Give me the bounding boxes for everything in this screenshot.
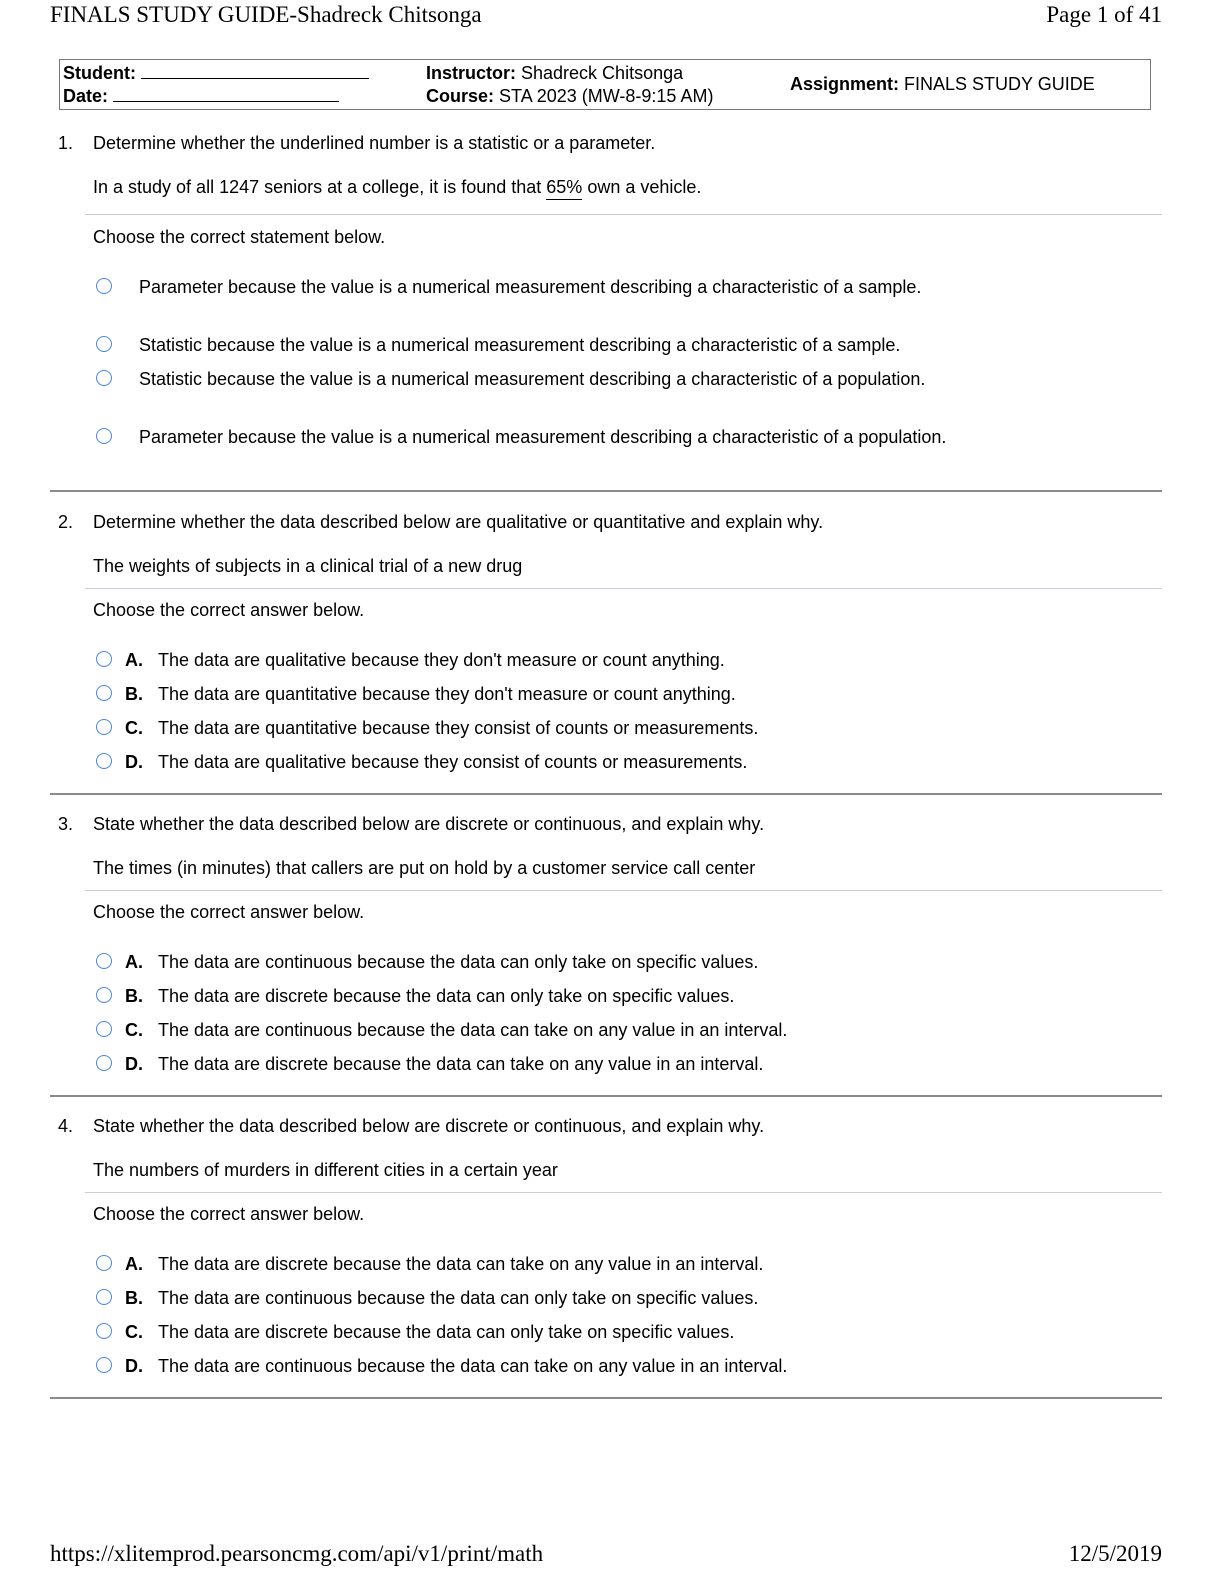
choose-instruction: Choose the correct answer below. <box>93 600 365 620</box>
option-letter: B. <box>125 684 143 704</box>
radio-button[interactable] <box>96 1357 112 1373</box>
course-label: Course: <box>426 86 495 106</box>
instructor-name: Shadreck Chitsonga <box>521 63 684 83</box>
option-letter: D. <box>125 1356 143 1376</box>
question-separator <box>85 890 1162 891</box>
option-letter: C. <box>125 1020 143 1040</box>
question-number: 4. <box>58 1116 74 1136</box>
assignment-info-box <box>59 59 1151 110</box>
radio-button[interactable] <box>96 428 112 444</box>
radio-button[interactable] <box>96 651 112 667</box>
footer-url: https://xlitemprod.pearsoncmg.com/api/v1/print/math <box>50 1541 544 1566</box>
student-label: Student: <box>63 63 136 83</box>
question-number: 2. <box>58 512 74 532</box>
footer-date: 12/5/2019 <box>1068 1541 1162 1566</box>
choose-instruction: Choose the correct statement below. <box>93 227 386 247</box>
underlined-number: 65% <box>546 177 582 200</box>
question-text <box>93 177 701 198</box>
option-text: Parameter because the value is a numerical measurement describing a characteristic of a population. <box>139 427 947 447</box>
choose-instruction: Choose the correct answer below. <box>93 902 365 922</box>
option-text: The data are discrete because the data can only take on specific values. <box>158 1322 735 1342</box>
radio-button[interactable] <box>96 1021 112 1037</box>
option-letter: B. <box>125 1288 143 1308</box>
radio-button[interactable] <box>96 370 112 386</box>
option-text: The data are quantitative because they consist of counts or measurements. <box>158 718 759 738</box>
radio-button[interactable] <box>96 1055 112 1071</box>
option-text: Statistic because the value is a numerical measurement describing a characteristic of a population. <box>139 369 926 389</box>
radio-button[interactable] <box>96 719 112 735</box>
option-text: Parameter because the value is a numerical measurement describing a characteristic of a sample. <box>139 277 922 297</box>
question-separator <box>85 214 1162 215</box>
option-text: The data are continuous because the data can take on any value in an interval. <box>158 1356 788 1376</box>
question-prompt: Determine whether the data described below are qualitative or quantitative and explain why. <box>93 512 824 532</box>
option-text: The data are qualitative because they don't measure or count anything. <box>158 650 725 670</box>
question-prompt: Determine whether the underlined number is a statistic or a parameter. <box>93 133 656 153</box>
radio-button[interactable] <box>96 1323 112 1339</box>
option-letter: C. <box>125 1322 143 1342</box>
radio-button[interactable] <box>96 278 112 294</box>
option-letter: D. <box>125 752 143 772</box>
option-letter: B. <box>125 986 143 1006</box>
page-number: Page 1 of 41 <box>1046 2 1162 27</box>
question-separator <box>85 1192 1162 1193</box>
option-letter: A. <box>125 1254 143 1274</box>
student-blank <box>141 62 369 79</box>
radio-button[interactable] <box>96 336 112 352</box>
radio-button[interactable] <box>96 987 112 1003</box>
question-separator <box>85 588 1162 589</box>
option-text: The data are continuous because the data can only take on specific values. <box>158 1288 759 1308</box>
option-letter: A. <box>125 952 143 972</box>
question-prompt: State whether the data described below are discrete or continuous, and explain why. <box>93 814 765 834</box>
option-letter: A. <box>125 650 143 670</box>
option-text: The data are discrete because the data can take on any value in an interval. <box>158 1054 764 1074</box>
option-text: The data are continuous because the data can take on any value in an interval. <box>158 1020 788 1040</box>
option-text: The data are qualitative because they consist of counts or measurements. <box>158 752 748 772</box>
radio-button[interactable] <box>96 1289 112 1305</box>
page-header <box>50 0 1162 30</box>
question-text: The weights of subjects in a clinical trial of a new drug <box>93 556 523 576</box>
assignment-label: Assignment: <box>790 74 900 94</box>
instructor-course-cell <box>426 62 713 108</box>
radio-button[interactable] <box>96 1255 112 1271</box>
option-text: Statistic because the value is a numerical measurement describing a characteristic of a sample. <box>139 335 901 355</box>
course-name: STA 2023 (MW-8-9:15 AM) <box>499 86 714 106</box>
question-number: 3. <box>58 814 74 834</box>
question-divider <box>50 490 1162 492</box>
question-prompt: State whether the data described below are discrete or continuous, and explain why. <box>93 1116 765 1136</box>
radio-button[interactable] <box>96 753 112 769</box>
assignment-name: FINALS STUDY GUIDE <box>904 74 1095 94</box>
radio-button[interactable] <box>96 953 112 969</box>
option-text: The data are quantitative because they don't measure or count anything. <box>158 684 736 704</box>
instructor-label: Instructor: <box>426 63 516 83</box>
question-text-before: In a study of all 1247 seniors at a college, it is found that <box>93 177 547 197</box>
student-date-cell <box>63 62 369 108</box>
assignment-cell <box>790 73 1095 96</box>
option-text: The data are discrete because the data can only take on specific values. <box>158 986 735 1006</box>
date-blank <box>113 85 339 102</box>
question-text: The numbers of murders in different cities in a certain year <box>93 1160 558 1180</box>
option-text: The data are discrete because the data can take on any value in an interval. <box>158 1254 764 1274</box>
question-text: The times (in minutes) that callers are put on hold by a customer service call center <box>93 858 756 878</box>
question-divider <box>50 1397 1162 1399</box>
question-text-after: own a vehicle. <box>582 177 702 197</box>
question-divider <box>50 793 1162 795</box>
option-letter: D. <box>125 1054 143 1074</box>
choose-instruction: Choose the correct answer below. <box>93 1204 365 1224</box>
option-letter: C. <box>125 718 143 738</box>
date-label: Date: <box>63 86 109 106</box>
question-divider <box>50 1095 1162 1097</box>
question-number: 1. <box>58 133 74 153</box>
radio-button[interactable] <box>96 685 112 701</box>
option-text: The data are continuous because the data can only take on specific values. <box>158 952 759 972</box>
document-title: FINALS STUDY GUIDE-Shadreck Chitsonga <box>50 2 482 27</box>
